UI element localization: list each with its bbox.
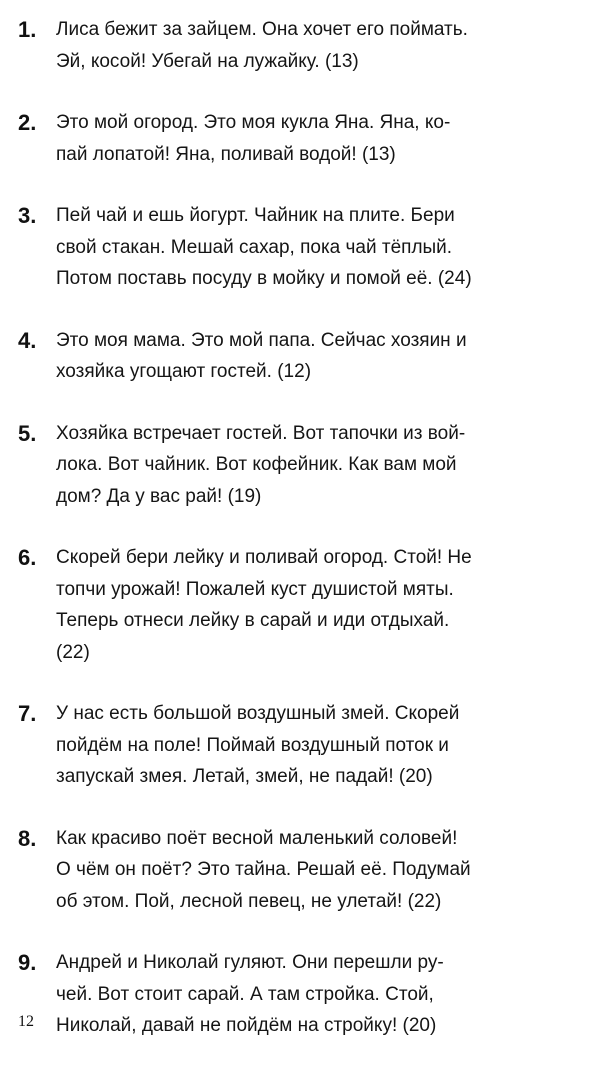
exercise-text xyxy=(56,14,594,77)
exercise-7 xyxy=(18,698,594,793)
exercise-number: 2. xyxy=(18,110,37,135)
exercise-number: 1. xyxy=(18,17,37,42)
exercise-1 xyxy=(18,14,594,77)
exercise-9 xyxy=(18,947,594,1042)
text-line: Лиса бежит за зайцем. Она хочет его поймать. xyxy=(56,19,468,40)
text-line: свой стакан. Мешай сахар, пока чай тёплый. xyxy=(56,236,453,258)
exercise-2 xyxy=(18,107,594,170)
exercise-3 xyxy=(18,200,594,295)
text-line: У нас есть большой воздушный змей. Скорей xyxy=(56,703,460,724)
text-line: пай лопатой! Яна, поливай водой! (13) xyxy=(56,143,396,165)
exercise-list xyxy=(18,14,594,1072)
text-line: пойдём на поле! Поймай воздушный поток и xyxy=(56,734,449,756)
exercise-6 xyxy=(18,542,594,668)
exercise-number: 5. xyxy=(18,420,37,446)
exercise-text xyxy=(56,698,594,793)
text-line: Как красиво поёт весной маленький соловей! xyxy=(56,827,458,849)
exercise-5 xyxy=(18,418,594,513)
exercise-8 xyxy=(18,823,594,918)
text-line: О чём он поёт? Это тайна. Решай её. Подумай xyxy=(56,859,471,880)
text-line: Хозяйка встречает гостей. Вот тапочки из вой- xyxy=(56,422,466,444)
text-line: хозяйка угощают гостей. (12) xyxy=(56,361,312,382)
text-line: чей. Вот стоит сарай. А там стройка. Стой, xyxy=(56,983,434,1005)
text-line: Это мой огород. Это моя кукла Яна. Яна, ко- xyxy=(56,112,451,133)
text-line: лока. Вот чайник. Вот кофейник. Как вам мой xyxy=(56,454,457,475)
text-line: дом? Да у вас рай! (19) xyxy=(56,485,262,507)
page-number: 12 xyxy=(18,1013,34,1030)
exercise-number: 7. xyxy=(18,701,37,726)
exercise-text xyxy=(56,200,594,295)
text-line: (22) xyxy=(56,641,90,663)
exercise-number: 3. xyxy=(18,203,37,228)
text-line: топчи урожай! Пожалей куст душистой мяты. xyxy=(56,578,454,600)
exercise-text xyxy=(56,542,594,668)
exercise-number: 9. xyxy=(18,950,37,975)
text-line: Потом поставь посуду в мойку и помой её. (24) xyxy=(56,268,472,289)
text-line: Эй, косой! Убегай на лужайку. (13) xyxy=(56,50,359,72)
exercise-text xyxy=(56,107,594,170)
exercise-text xyxy=(56,418,594,513)
exercise-text xyxy=(56,325,594,388)
exercise-number: 6. xyxy=(18,545,37,570)
text-line: Андрей и Николай гуляют. Они перешли ру- xyxy=(56,952,444,973)
text-line: Это моя мама. Это мой папа. Сейчас хозяин и xyxy=(56,329,467,351)
text-line: Николай, давай не пойдём на стройку! (20) xyxy=(56,1015,437,1036)
text-line: об этом. Пой, лесной певец, не улетай! (22) xyxy=(56,890,442,912)
exercise-number: 8. xyxy=(18,825,37,851)
exercise-text xyxy=(56,947,594,1042)
text-line: Пей чай и ешь йогурт. Чайник на плите. Бери xyxy=(56,205,455,226)
text-line: запускай змея. Летай, змей, не падай! (20) xyxy=(56,766,433,787)
exercise-text xyxy=(56,823,594,918)
text-line: Скорей бери лейку и поливай огород. Стой! Не xyxy=(56,547,472,568)
text-line: Теперь отнеси лейку в сарай и иди отдыхай. xyxy=(56,610,450,631)
exercise-number: 4. xyxy=(18,327,37,353)
exercise-4 xyxy=(18,325,594,388)
